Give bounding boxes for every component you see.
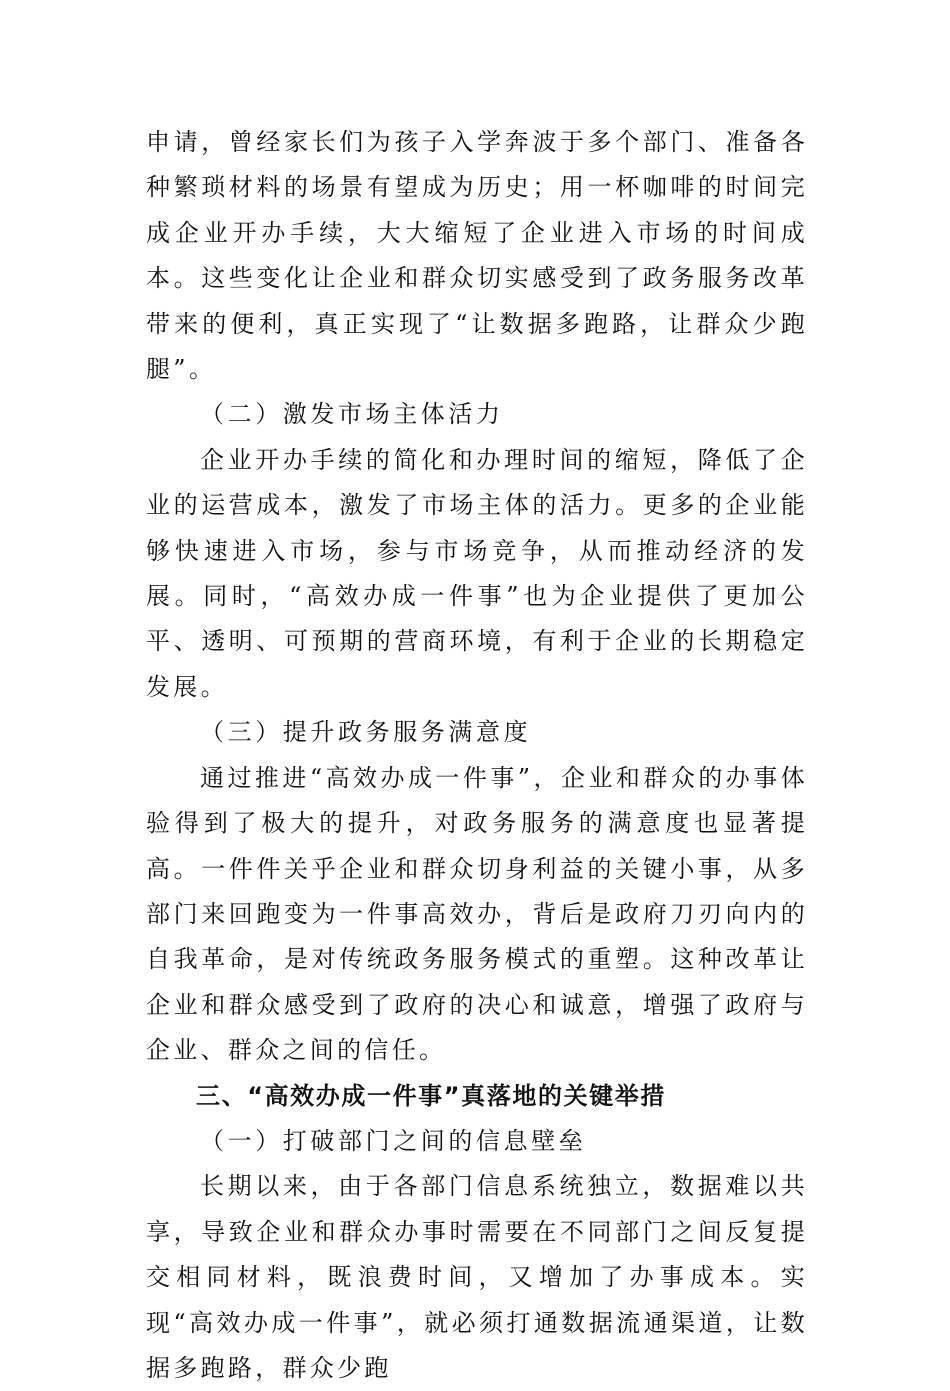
- section-subheading-1: （一）打破部门之间的信息壁垒: [200, 1126, 587, 1155]
- body-paragraph-continued: 申请，曾经家长们为孩子入学奔波于多个部门、准备各种繁琐材料的场景有望成为历史；用一杯咖啡的时间完成企业开办手续，大大缩短了企业进入市场的时间成本。这些变化让企业和群众切实感受到了政务服务改革带来的便利，真正实现了“让数据多跑路，让群众少跑腿”。: [146, 128, 808, 384]
- body-paragraph: 通过推进“高效办成一件事”，企业和群众的办事体验得到了极大的提升，对政务服务的满意度也显著提高。一件件关乎企业和群众切身利益的关键小事，从多部门来回跑变为一件事高效办，背后是政府刀刃向内的自我革命，是对传统政务服务模式的重塑。这种改革让企业和群众感受到了政府的决心和诚意，增强了政府与企业、群众之间的信任。: [146, 763, 808, 1065]
- body-paragraph: 长期以来，由于各部门信息系统独立，数据难以共享，导致企业和群众办事时需要在不同部门之间反复提交相同材料，既浪费时间，又增加了办事成本。实现“高效办成一件事”，就必须打通数据流通渠道，让数据多跑路，群众少跑: [146, 1172, 808, 1382]
- section-heading-3: 三、“高效办成一件事”真落地的关键举措: [196, 1081, 666, 1110]
- body-paragraph: 企业开办手续的简化和办理时间的缩短，降低了企业的运营成本，激发了市场主体的活力。更多的企业能够快速进入市场，参与市场竞争，从而推动经济的发展。同时，“高效办成一件事”也为企业提供了更加公平、透明、可预期的营商环境，有利于企业的长期稳定发展。: [146, 445, 808, 701]
- section-subheading-2: （二）激发市场主体活力: [200, 400, 504, 429]
- section-subheading-3: （三）提升政务服务满意度: [200, 718, 532, 747]
- document-body: [146, 120, 808, 1391]
